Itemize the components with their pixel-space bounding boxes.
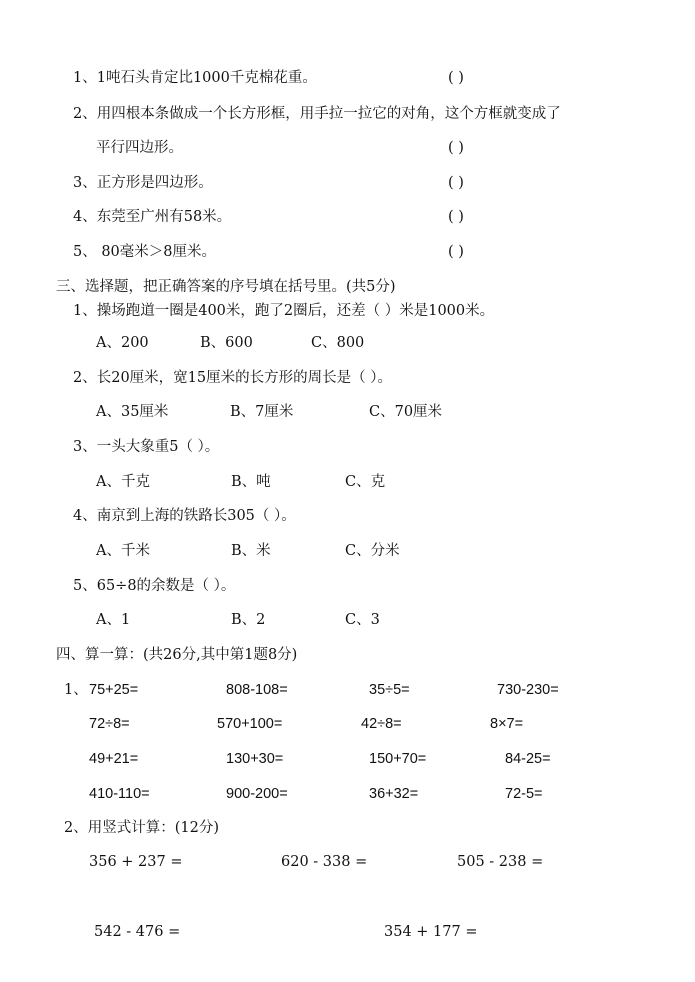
choice-1-option-a[interactable]: A、200: [96, 335, 149, 351]
oral-r3-c1: 49+21=: [89, 751, 139, 767]
vertical-heading: 2、用竖式计算：(12分): [64, 820, 219, 836]
oral-r1-c1: 75+25=: [89, 682, 139, 698]
oral-r4-c2: 900-200=: [226, 786, 288, 802]
choice-question-4: 4、南京到上海的铁路长305（ ）。: [73, 508, 296, 524]
choice-5-option-a[interactable]: A、1: [96, 612, 131, 628]
choice-5-option-b[interactable]: B、2: [231, 612, 266, 628]
vertical-problem-5: 354 + 177 =: [384, 924, 478, 940]
choice-question-5: 5、65÷8的余数是（ ）。: [73, 578, 236, 594]
choice-2-option-b[interactable]: B、7厘米: [230, 404, 294, 420]
vertical-problem-4: 542 - 476 =: [94, 924, 181, 940]
oral-r3-c2: 130+30=: [226, 751, 284, 767]
calc-heading: 四、算一算：(共26分,其中第1题8分): [56, 647, 298, 663]
vertical-problem-3: 505 - 238 =: [457, 854, 544, 870]
oral-r1-c2: 808-108=: [226, 682, 288, 698]
choice-question-3: 3、一头大象重5（ ）。: [73, 439, 220, 455]
judge-answer-1[interactable]: ( ): [448, 70, 464, 86]
choice-question-1: 1、操场跑道一圈是400米，跑了2圈后，还差（ ）米是1000米。: [73, 303, 495, 319]
choice-1-option-c[interactable]: C、800: [311, 335, 365, 351]
choice-3-option-c[interactable]: C、克: [345, 474, 386, 490]
choice-1-option-b[interactable]: B、600: [200, 335, 253, 351]
oral-r1-c4: 730-230=: [497, 682, 559, 698]
judge-answer-5[interactable]: ( ): [448, 244, 464, 260]
oral-r2-c4: 8×7=: [490, 716, 524, 732]
judge-item-3: 3、正方形是四边形。: [73, 175, 213, 191]
judge-item-2-cont: 平行四边形。: [96, 140, 183, 156]
oral-r3-c3: 150+70=: [369, 751, 427, 767]
oral-r4-c1: 410-110=: [89, 786, 150, 802]
judge-item-5: 5、 80毫米＞8厘米。: [73, 244, 217, 260]
judge-item-4: 4、东莞至广州有58米。: [73, 209, 232, 225]
oral-r2-c1: 72÷8=: [89, 716, 130, 732]
choice-4-option-b[interactable]: B、米: [231, 543, 271, 559]
choice-2-option-a[interactable]: A、35厘米: [96, 404, 169, 420]
choice-2-option-c[interactable]: C、70厘米: [369, 404, 443, 420]
oral-r1-c3: 35÷5=: [369, 682, 410, 698]
oral-r2-c3: 42÷8=: [361, 716, 402, 732]
judge-answer-2[interactable]: ( ): [448, 140, 464, 156]
oral-r3-c4: 84-25=: [505, 751, 551, 767]
vertical-problem-1: 356 + 237 =: [89, 854, 183, 870]
choice-4-option-c[interactable]: C、分米: [345, 543, 400, 559]
judge-item-2: 2、用四根本条做成一个长方形框，用手拉一拉它的对角，这个方框就变成了: [73, 106, 561, 122]
judge-item-1: 1、1吨石头肯定比1000千克棉花重。: [73, 70, 317, 86]
choice-3-option-b[interactable]: B、吨: [231, 474, 271, 490]
judge-answer-4[interactable]: ( ): [448, 209, 464, 225]
choice-4-option-a[interactable]: A、千米: [96, 543, 150, 559]
oral-r2-c2: 570+100=: [217, 716, 283, 732]
judge-answer-3[interactable]: ( ): [448, 175, 464, 191]
choice-heading: 三、选择题，把正确答案的序号填在括号里。(共5分): [56, 279, 396, 295]
choice-5-option-c[interactable]: C、3: [345, 612, 380, 628]
vertical-problem-2: 620 - 338 =: [281, 854, 368, 870]
oral-r4-c3: 36+32=: [369, 786, 419, 802]
oral-r4-c4: 72-5=: [505, 786, 543, 802]
choice-3-option-a[interactable]: A、千克: [96, 474, 150, 490]
oral-label: 1、: [64, 682, 88, 698]
choice-question-2: 2、长20厘米，宽15厘米的长方形的周长是（ ）。: [73, 370, 392, 386]
